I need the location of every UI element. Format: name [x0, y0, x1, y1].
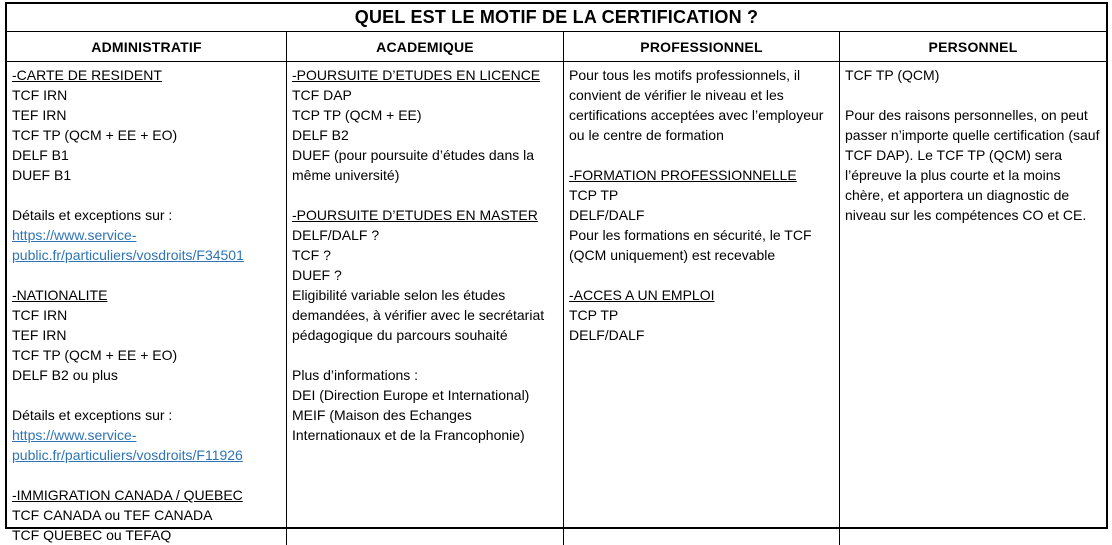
section-heading: -CARTE DE RESIDENT	[12, 67, 162, 83]
section-heading: -ACCES A UN EMPLOI	[569, 287, 715, 303]
blank-line	[12, 185, 281, 205]
blank-line	[12, 385, 281, 405]
section-heading: -IMMIGRATION CANADA / QUEBEC	[12, 487, 243, 503]
text-line: DEI (Direction Europe et International)	[292, 387, 530, 403]
text-line: DELF/DALF ?	[292, 227, 380, 243]
column-cell-administratif	[7, 62, 287, 545]
column-cell-personnel	[840, 62, 1106, 545]
text-line: TCP TP	[569, 307, 619, 323]
text-line: DELF/DALF	[569, 207, 645, 223]
blank-line	[12, 265, 281, 285]
text-line: TCF TP (QCM)	[845, 67, 940, 83]
text-line: Pour des raisons personnelles, on peut passer n’importe quelle certification (sauf TCF DAP). Le TCF TP (QCM) sera l’épreuve la plus courte et la moins chère, et apportera un diagnostic de niveau sur les compétences CO et CE.	[845, 107, 1104, 223]
text-line: TCP TP	[569, 187, 619, 203]
hyperlink[interactable]: https://www.service-public.fr/particuliers/vosdroits/F34501	[12, 227, 244, 263]
text-line: Pour tous les motifs professionnels, il convient de vérifier le niveau et les certifications acceptées avec l’employeur ou le centre de formation	[569, 67, 828, 143]
blank-line	[12, 465, 281, 485]
blank-line	[569, 265, 834, 285]
text-line: TCF QUEBEC ou TEFAQ	[12, 527, 172, 543]
blank-line	[845, 85, 1101, 105]
column-headers	[7, 32, 1106, 62]
text-line: TCP TP (QCM + EE)	[292, 107, 422, 123]
section-heading: -NATIONALITE	[12, 287, 108, 303]
text-line: TCF TP (QCM + EE + EO)	[12, 347, 178, 363]
text-line: TEF IRN	[12, 327, 67, 343]
text-line: TCF IRN	[12, 307, 68, 323]
text-line: DUEF (pour poursuite d’études dans la même université)	[292, 147, 538, 183]
text-line: DUEF B1	[12, 167, 72, 183]
text-line: Pour les formations en sécurité, le TCF (QCM uniquement) est recevable	[569, 227, 816, 263]
blank-line	[569, 145, 834, 165]
text-line: TCF TP (QCM + EE + EO)	[12, 127, 178, 143]
blank-line	[292, 345, 558, 365]
column-cell-academique	[287, 62, 564, 545]
table-title: QUEL EST LE MOTIF DE LA CERTIFICATION ?	[7, 4, 1106, 32]
table-body	[7, 62, 1106, 543]
text-line: TEF IRN	[12, 107, 67, 123]
text-line: TCF CANADA ou TEF CANADA	[12, 507, 213, 523]
text-line: TCF IRN	[12, 87, 68, 103]
column-header-academique: ACADEMIQUE	[287, 32, 564, 61]
hyperlink[interactable]: https://www.service-public.fr/particuliers/vosdroits/F11926	[12, 427, 243, 463]
text-line: TCF DAP	[292, 87, 352, 103]
column-header-personnel: PERSONNEL	[928, 38, 1018, 55]
text-line: Plus d’informations :	[292, 367, 419, 383]
section-heading: -POURSUITE D’ETUDES EN MASTER	[292, 207, 538, 223]
section-heading: -FORMATION PROFESSIONNELLE	[569, 167, 797, 183]
text-line: DUEF ?	[292, 267, 342, 283]
text-line: DELF B2 ou plus	[12, 367, 118, 383]
text-line: Détails et exceptions sur :	[12, 207, 173, 223]
section-heading: -POURSUITE D’ETUDES EN LICENCE	[292, 67, 541, 83]
text-line: Eligibilité variable selon les études demandées, à vérifier avec le secrétariat pédagogique du parcours souhaité	[292, 287, 549, 343]
column-header-administratif: ADMINISTRATIF	[7, 32, 287, 61]
text-line: TCF ?	[292, 247, 331, 263]
column-cell-professionnel	[564, 62, 840, 545]
text-line: DELF B1	[12, 147, 69, 163]
column-header-professionnel: PROFESSIONNEL	[564, 32, 840, 61]
blank-line	[292, 185, 558, 205]
text-line: DELF B2	[292, 127, 349, 143]
text-line: MEIF (Maison des Echanges Internationaux et de la Francophonie)	[292, 407, 525, 443]
text-line: Détails et exceptions sur :	[12, 407, 173, 423]
text-line: DELF/DALF	[569, 327, 645, 343]
certification-table	[5, 2, 1108, 543]
